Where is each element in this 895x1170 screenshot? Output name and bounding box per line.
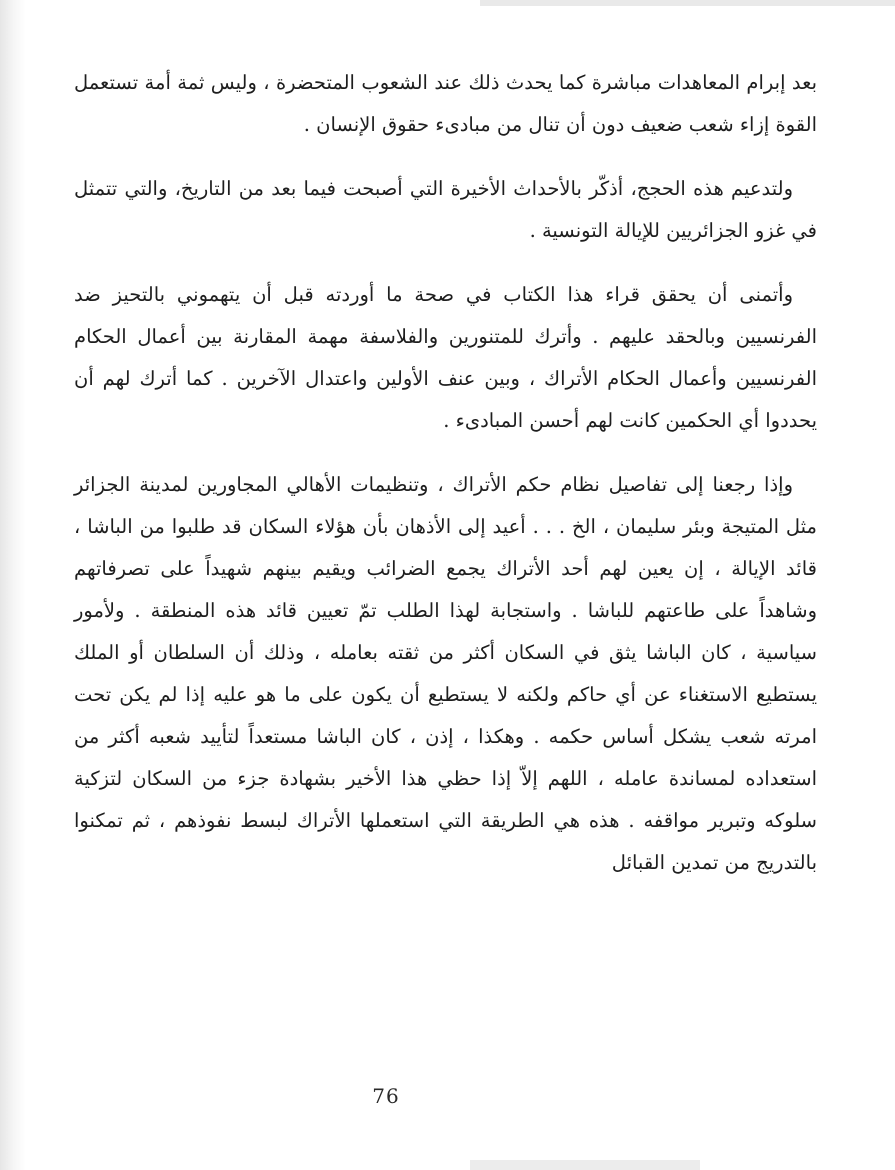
paragraph-2: ولتدعيم هذه الحجج، أذكّر بالأحداث الأخيرة التي أصبحت فيما بعد من التاريخ، والتي تتمثل في غزو الجزائريين للإيالة التونسية . — [74, 177, 817, 242]
paragraph-3: وأتمنى أن يحقق قراء هذا الكتاب في صحة ما أوردته قبل أن يتهموني بالتحيز ضد الفرنسيين وبالحقد عليهم . وأترك للمتنورين والفلاسفة مهمة المقارنة بين أعمال الحكام الفرنسيين وأعمال الحكام الأتراك ، وبين عنف الأولين واعتدال الآخرين . كما أترك لهم أن يحددوا أي الحكمين كانت لهم أحسن المبادىء . — [74, 283, 817, 432]
book-page — [74, 62, 817, 1102]
scan-edge-left — [0, 0, 26, 1170]
paragraph-4: وإذا رجعنا إلى تفاصيل نظام حكم الأتراك ، وتنظيمات الأهالي المجاورين لمدينة الجزائر مثل المتيجة وبئر سليمان ، الخ . . . أعيد إلى الأذهان بأن هؤلاء السكان قد طلبوا من الباشا ، قائد الإيالة ، إن يعين لهم أحد الأتراك يجمع الضرائب ويقيم بينهم شهيداً على تصرفاتهم وشاهداً على طاعتهم للباشا . واستجابة لهذا الطلب تمّ تعيين قائد هذه المنطقة . ولأمور سياسية ، كان الباشا يثق في السكان أكثر من ثقته بعامله ، وذلك أن السلطان أو الملك يستطيع الاستغناء عن أي حاكم ولكنه لا يستطيع أن يكون على ما هو عليه إذا لم يكن تحت امرته شعب يشكل أساس حكمه . وهكذا ، إذن ، كان الباشا مستعداً لتأييد شعبه أكثر من استعداده لمساندة عامله ، اللهم إلاّ إذا حظي هذا الأخير بشهادة جزء من السكان لتزكية سلوكه وتبرير مواقفه . هذه هي الطريقة التي استعملها الأتراك لبسط نفوذهم ، ثم تمكنوا بالتدريج من تمدين القبائل — [74, 473, 817, 874]
paragraph-gap — [74, 146, 817, 168]
page-number: 76 — [372, 1084, 400, 1108]
paragraph-gap — [74, 442, 817, 464]
paragraph-gap — [74, 252, 817, 274]
paragraph-1: بعد إبرام المعاهدات مباشرة كما يحدث ذلك عند الشعوب المتحضرة ، وليس ثمة أمة تستعمل القوة إزاء شعب ضعيف دون أن تنال من مبادىء حقوق الإنسان . — [74, 71, 817, 136]
scan-edge-bottom — [470, 1160, 700, 1170]
scan-edge-top — [480, 0, 895, 6]
